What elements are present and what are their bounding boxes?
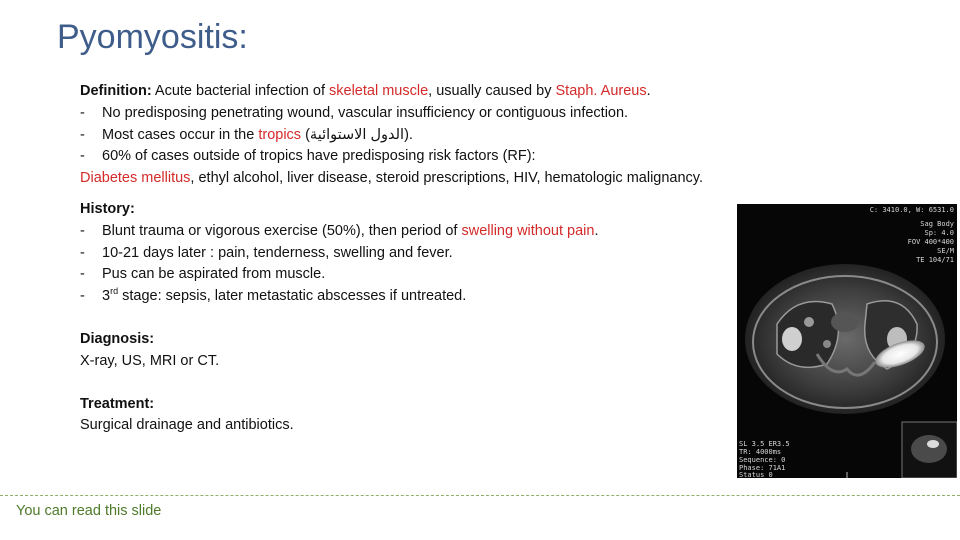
diagnosis-text: X-ray, US, MRI or CT.: [80, 352, 220, 369]
definition-text-3: .: [646, 83, 651, 99]
history-text-end: .: [594, 222, 599, 239]
bullet-dash: -: [80, 222, 85, 239]
mri-info-right-0: Sag Body: [920, 220, 954, 228]
footer-note: You can read this slide: [16, 503, 162, 519]
risk-factors-text: , ethyl alcohol, liver disease, steroid prescriptions, HIV, hematologic malignancy.: [190, 170, 704, 187]
definition-bullet-1: [80, 103, 730, 125]
history-text: 10-21 days later : pain, tenderness, swelling and fever.: [102, 244, 453, 261]
mri-info-right-1: Sp: 4.0: [924, 229, 954, 237]
slide-title: Pyomyositis:: [57, 18, 248, 56]
definition-bullet-2: [80, 125, 730, 147]
history-item-4: [80, 286, 730, 308]
bullet-text: 60% of cases outside of tropics have predisposing risk factors (RF):: [102, 148, 536, 165]
tropics-highlight: tropics: [258, 126, 302, 143]
bullet-dash: -: [80, 126, 85, 143]
mri-info-right-2: FOV 400*400: [907, 238, 954, 246]
diabetes-highlight: Diabetes mellitus: [80, 170, 191, 187]
mri-info-left-2: Sequence: 0: [739, 456, 786, 464]
history-label: History:: [80, 200, 135, 217]
footer-divider: [0, 495, 960, 496]
mri-header: C: 3410.0, W: 6531.0: [869, 206, 954, 214]
skeletal-muscle-highlight: skeletal muscle: [329, 83, 429, 99]
history-text: Blunt trauma or vigorous exercise (50%), then period of: [102, 222, 462, 239]
definition-bullet-3: [80, 146, 730, 168]
mri-info-right-4: TE 104/71: [916, 256, 954, 264]
history-item-3: [80, 264, 730, 286]
history-text: stage: sepsis, later metastatic abscesses if untreated.: [118, 288, 467, 305]
arabic-text: الدول الاستوائية: [309, 126, 405, 143]
bullet-dash: -: [80, 104, 85, 121]
mri-info-left-0: SL 3.5 ER3.5: [739, 440, 790, 448]
definition-text: Acute bacterial infection of: [151, 83, 330, 99]
bullet-text: No predisposing penetrating wound, vascular insufficiency or contiguous infection.: [102, 104, 629, 121]
treatment-label: Treatment:: [80, 395, 155, 412]
risk-factors-line: [80, 168, 730, 190]
definition-label: Definition:: [80, 83, 152, 99]
slide-body: [80, 81, 730, 437]
bullet-dash: -: [80, 244, 85, 261]
bullet-dash: -: [80, 288, 85, 305]
history-item-2: [80, 243, 730, 265]
mri-info-left-4: Status 0: [739, 471, 773, 478]
bullet-dash: -: [80, 148, 85, 165]
history-item-1: [80, 221, 730, 243]
definition-line: [80, 81, 730, 103]
treatment-text: Surgical drainage and antibiotics.: [80, 417, 294, 434]
mri-info-left-1: TR: 4000ms: [739, 448, 782, 456]
mri-info-left-3: Phase: 71A1: [739, 464, 786, 472]
bullet-text: (: [301, 126, 310, 143]
history-text: 3: [102, 288, 111, 305]
staph-highlight: Staph. Aureus: [555, 83, 647, 99]
bullet-text: ).: [404, 126, 413, 143]
bullet-text: Most cases occur in the: [102, 126, 259, 143]
superscript: rd: [110, 286, 119, 297]
history-text: Pus can be aspirated from muscle.: [102, 266, 326, 283]
definition-text-2: , usually caused by: [428, 83, 556, 99]
mri-pelvis-image: [737, 204, 957, 478]
bullet-dash: -: [80, 266, 85, 283]
swelling-highlight: swelling without pain: [461, 222, 595, 239]
diagnosis-label: Diagnosis:: [80, 330, 155, 347]
mri-info-right-3: SE/M: [937, 247, 954, 255]
